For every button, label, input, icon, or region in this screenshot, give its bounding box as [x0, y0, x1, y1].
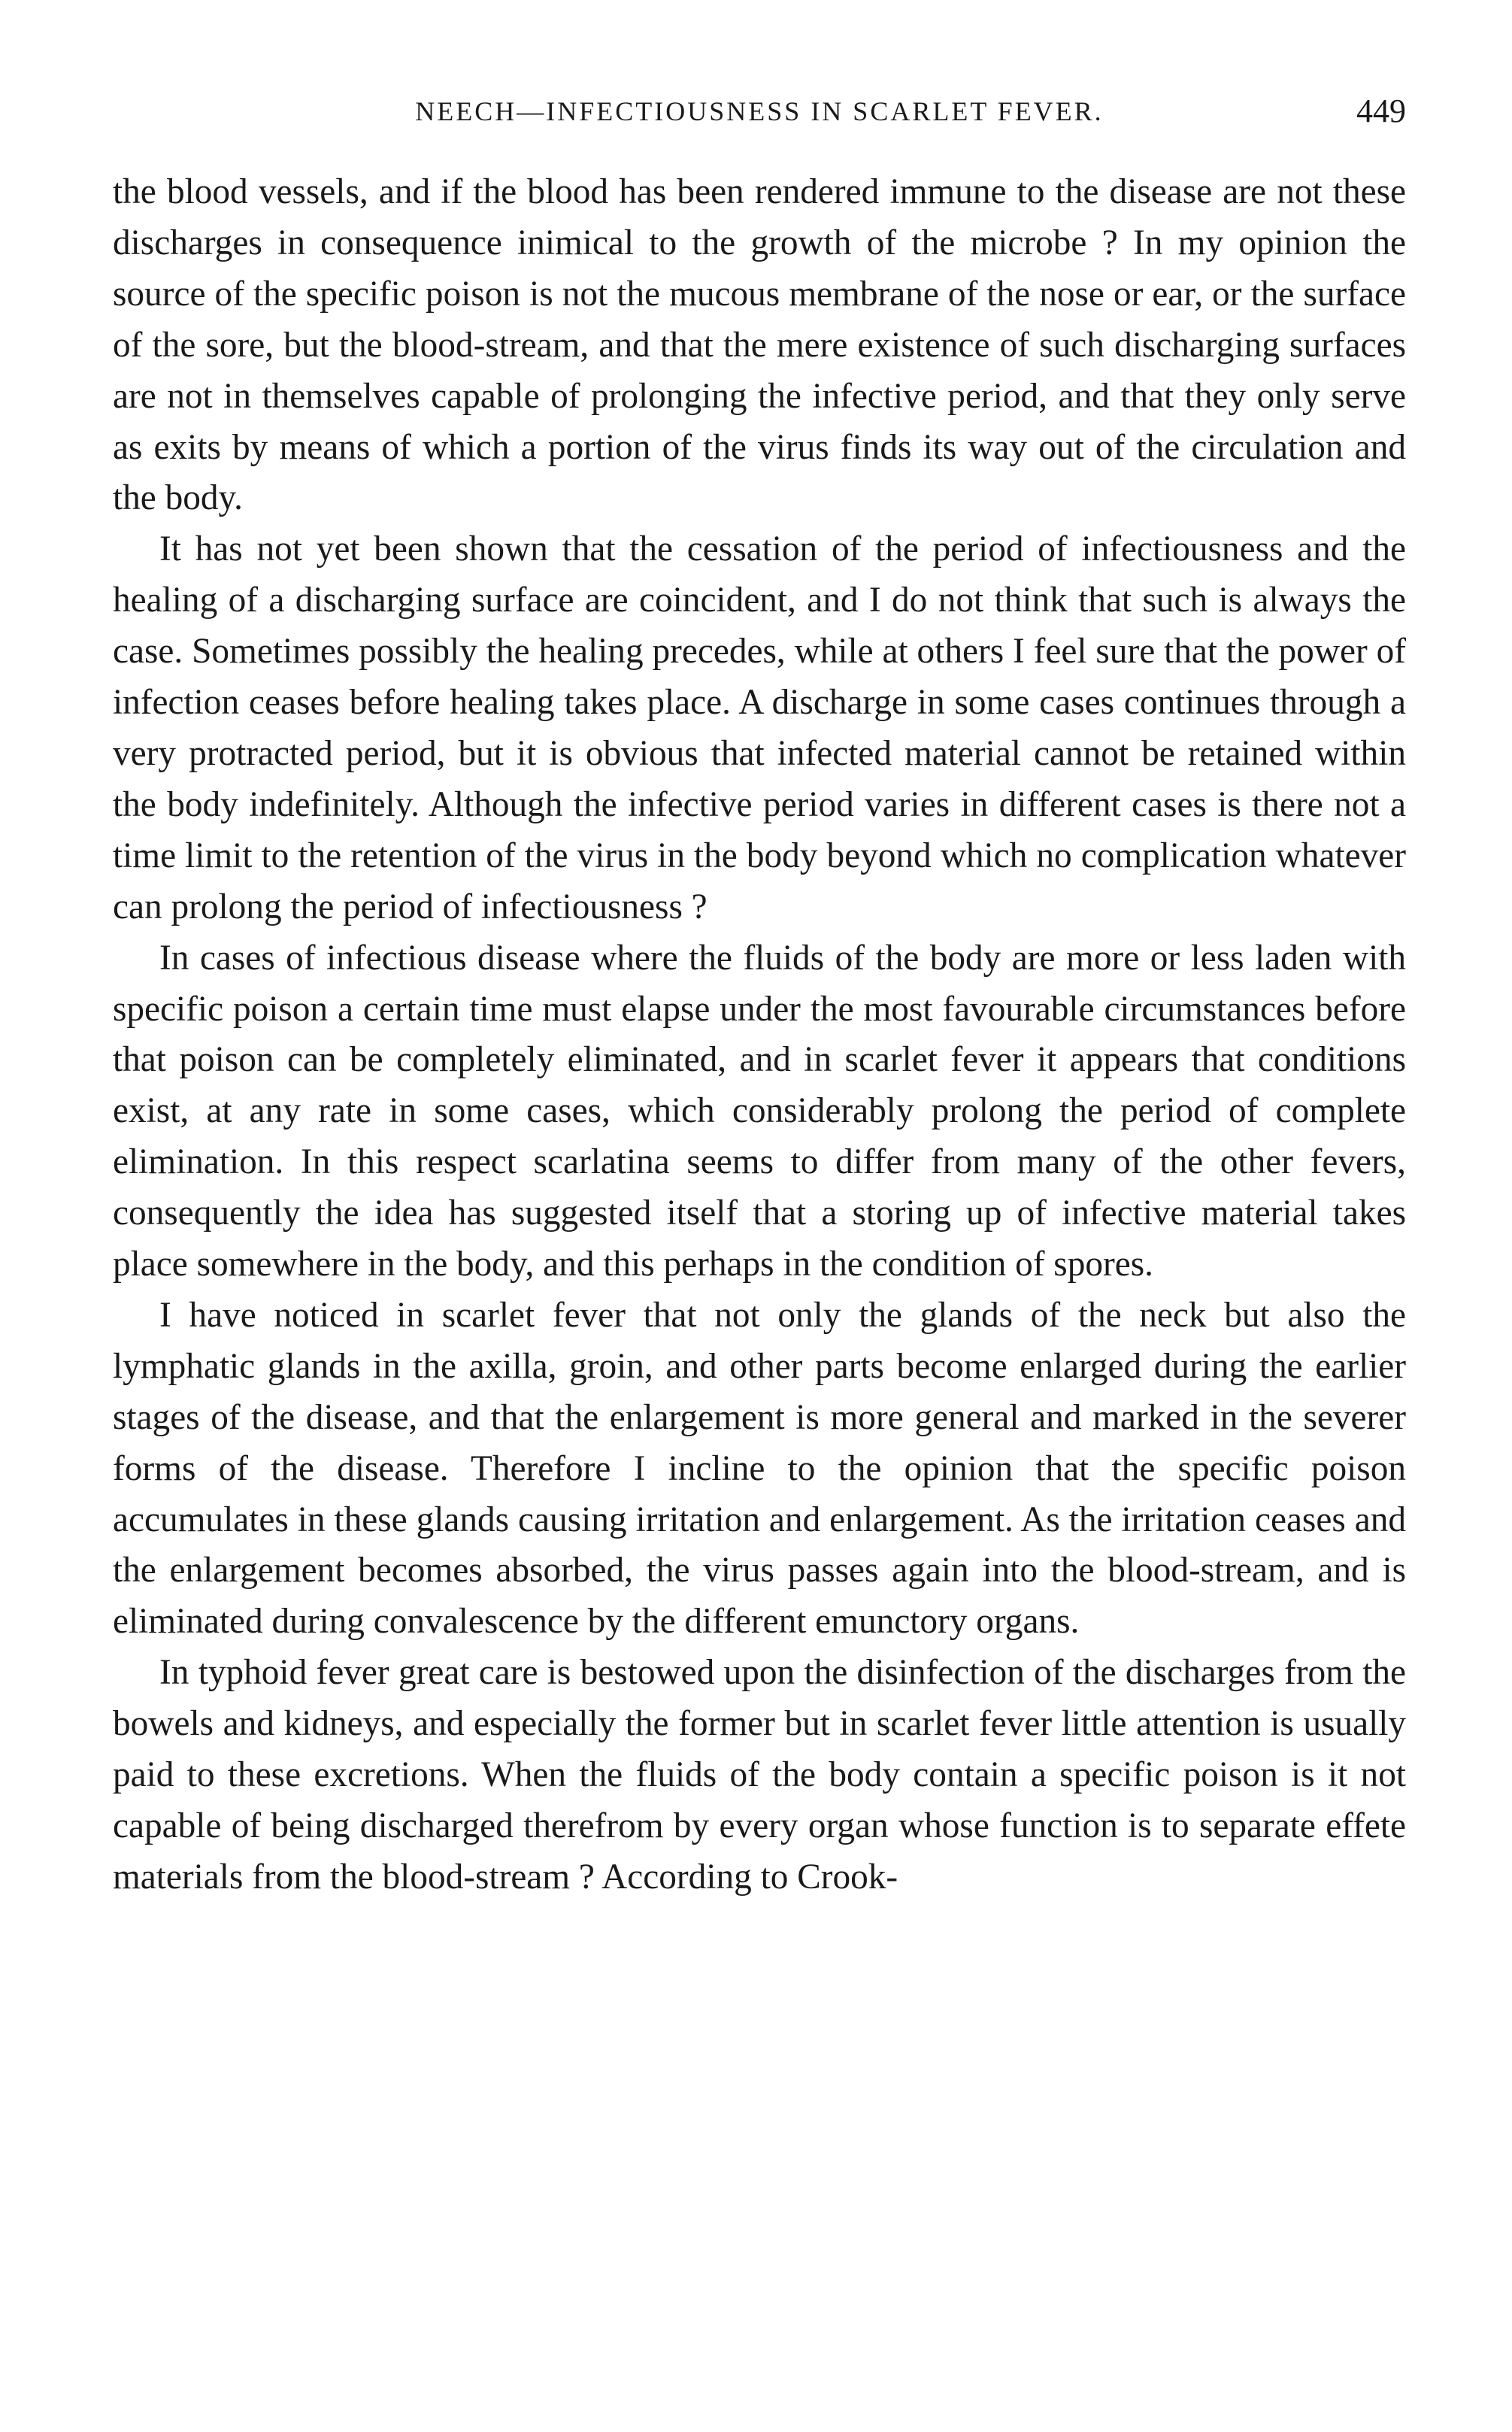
page-number: 449: [1356, 92, 1406, 129]
paragraph-1: the blood vessels, and if the blood has been rendered immune to the disease are not these discharges in consequence inimical to the growth of the microbe ? In my opinion the source of the specific poison is not the mucous membrane of the nose or ear, or the surface of the sore, but the blood-stream, and that the mere existence of such discharging surfaces are not in themselves capable of prolonging the infective period, and that they only serve as exits by means of which a portion of the virus finds its way out of the circulation and the body.: [113, 172, 1406, 518]
running-title: NEECH—INFECTIOUSNESS IN SCARLET FEVER.: [415, 96, 1104, 126]
paragraph-3: In cases of infectious disease where the fluids of the body are more or less laden with specific poison a certain time must elapse under the most favourable circumstances before that poison can be completely eliminated, and in scarlet fever it appears that conditions exist, at any rate in some cases, which considerably prolong the period of complete elimination. In this respect scarlatina seems to differ from many of the other fevers, consequently the idea has suggested itself that a storing up of infective material takes place somewhere in the body, and this perhaps in the condition of spores.: [113, 938, 1406, 1284]
document-page: [113, 0, 1406, 2432]
paragraph-4: I have noticed in scarlet fever that not only the glands of the neck but also the lymphatic glands in the axilla, groin, and other parts become enlarged during the earlier stages of the disease, and that the enlargement is more general and marked in the severer forms of the disease. Therefore I incline to the opinion that the specific poison accumulates in these glands causing irritation and enlargement. As the irritation ceases and the enlargement becomes absorbed, the virus passes again into the blood-stream, and is eliminated during convalescence by the different emunctory organs.: [113, 1295, 1406, 1642]
running-head: [113, 89, 1406, 134]
paragraph-5: In typhoid fever great care is bestowed upon the disinfection of the discharges from the bowels and kidneys, and especially the former but in scarlet fever little attention is usually paid to these excretions. When the fluids of the body contain a specific poison is it not capable of being discharged therefrom by every organ whose function is to separate effete materials from the blood-stream ? According to Crook-: [113, 1653, 1406, 1897]
paragraph-2: It has not yet been shown that the cessation of the period of infectiousness and the healing of a discharging surface are coincident, and I do not think that such is always the case. Sometimes possibly the healing precedes, while at others I feel sure that the power of infection ceases before healing takes place. A discharge in some cases continues through a very protracted period, but it is obvious that infected material cannot be retained within the body indefinitely. Although the infective period varies in different cases is there not a time limit to the retention of the virus in the body beyond which no complication whatever can prolong the period of infectiousness ?: [113, 529, 1406, 926]
body-text: [113, 167, 1406, 1903]
